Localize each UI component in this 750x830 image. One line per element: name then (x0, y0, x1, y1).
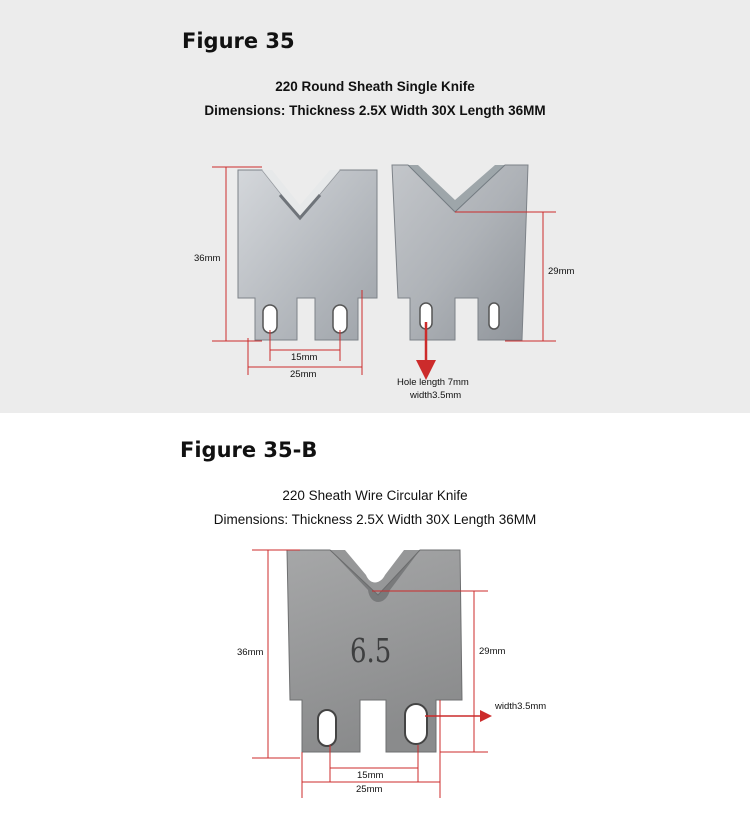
figure-35-dim-width: 25mm (290, 369, 317, 380)
figure-35b-caption-line1: 220 Sheath Wire Circular Knife (282, 488, 468, 503)
figure-35-hole-note-length: Hole length 7mm (397, 377, 469, 388)
figure-35b-dim-inner-height: 29mm (479, 646, 506, 657)
knife-stamp-mark: 6.5 (350, 633, 392, 671)
knife-a-left (238, 170, 377, 340)
figure-35-dim-inner-height: 29mm (548, 266, 575, 277)
figure-35b-dim-hole-spacing: 15mm (357, 770, 384, 781)
figure-35b-caption-line2: Dimensions: Thickness 2.5X Width 30X Length 36MM (213, 512, 537, 527)
figure-35b-dim-hole-width: width3.5mm (495, 701, 547, 712)
figure-35-caption-line2: Dimensions: Thickness 2.5X Width 30X Length 36MM (204, 103, 546, 118)
figure-35b-title: Figure 35-B (180, 438, 318, 462)
knife-a-right (392, 165, 528, 340)
figure-35b-dim-height: 36mm (237, 647, 264, 658)
figure-35b-dim-width: 25mm (356, 784, 383, 795)
figure-35-dim-hole-spacing: 15mm (291, 352, 318, 363)
figure-35-caption-line1: 220 Round Sheath Single Knife (275, 79, 475, 94)
figure-35-dim-height: 36mm (194, 253, 221, 264)
figure-35-hole-note-width: width3.5mm (410, 390, 462, 401)
figure-35-title: Figure 35 (182, 29, 295, 53)
